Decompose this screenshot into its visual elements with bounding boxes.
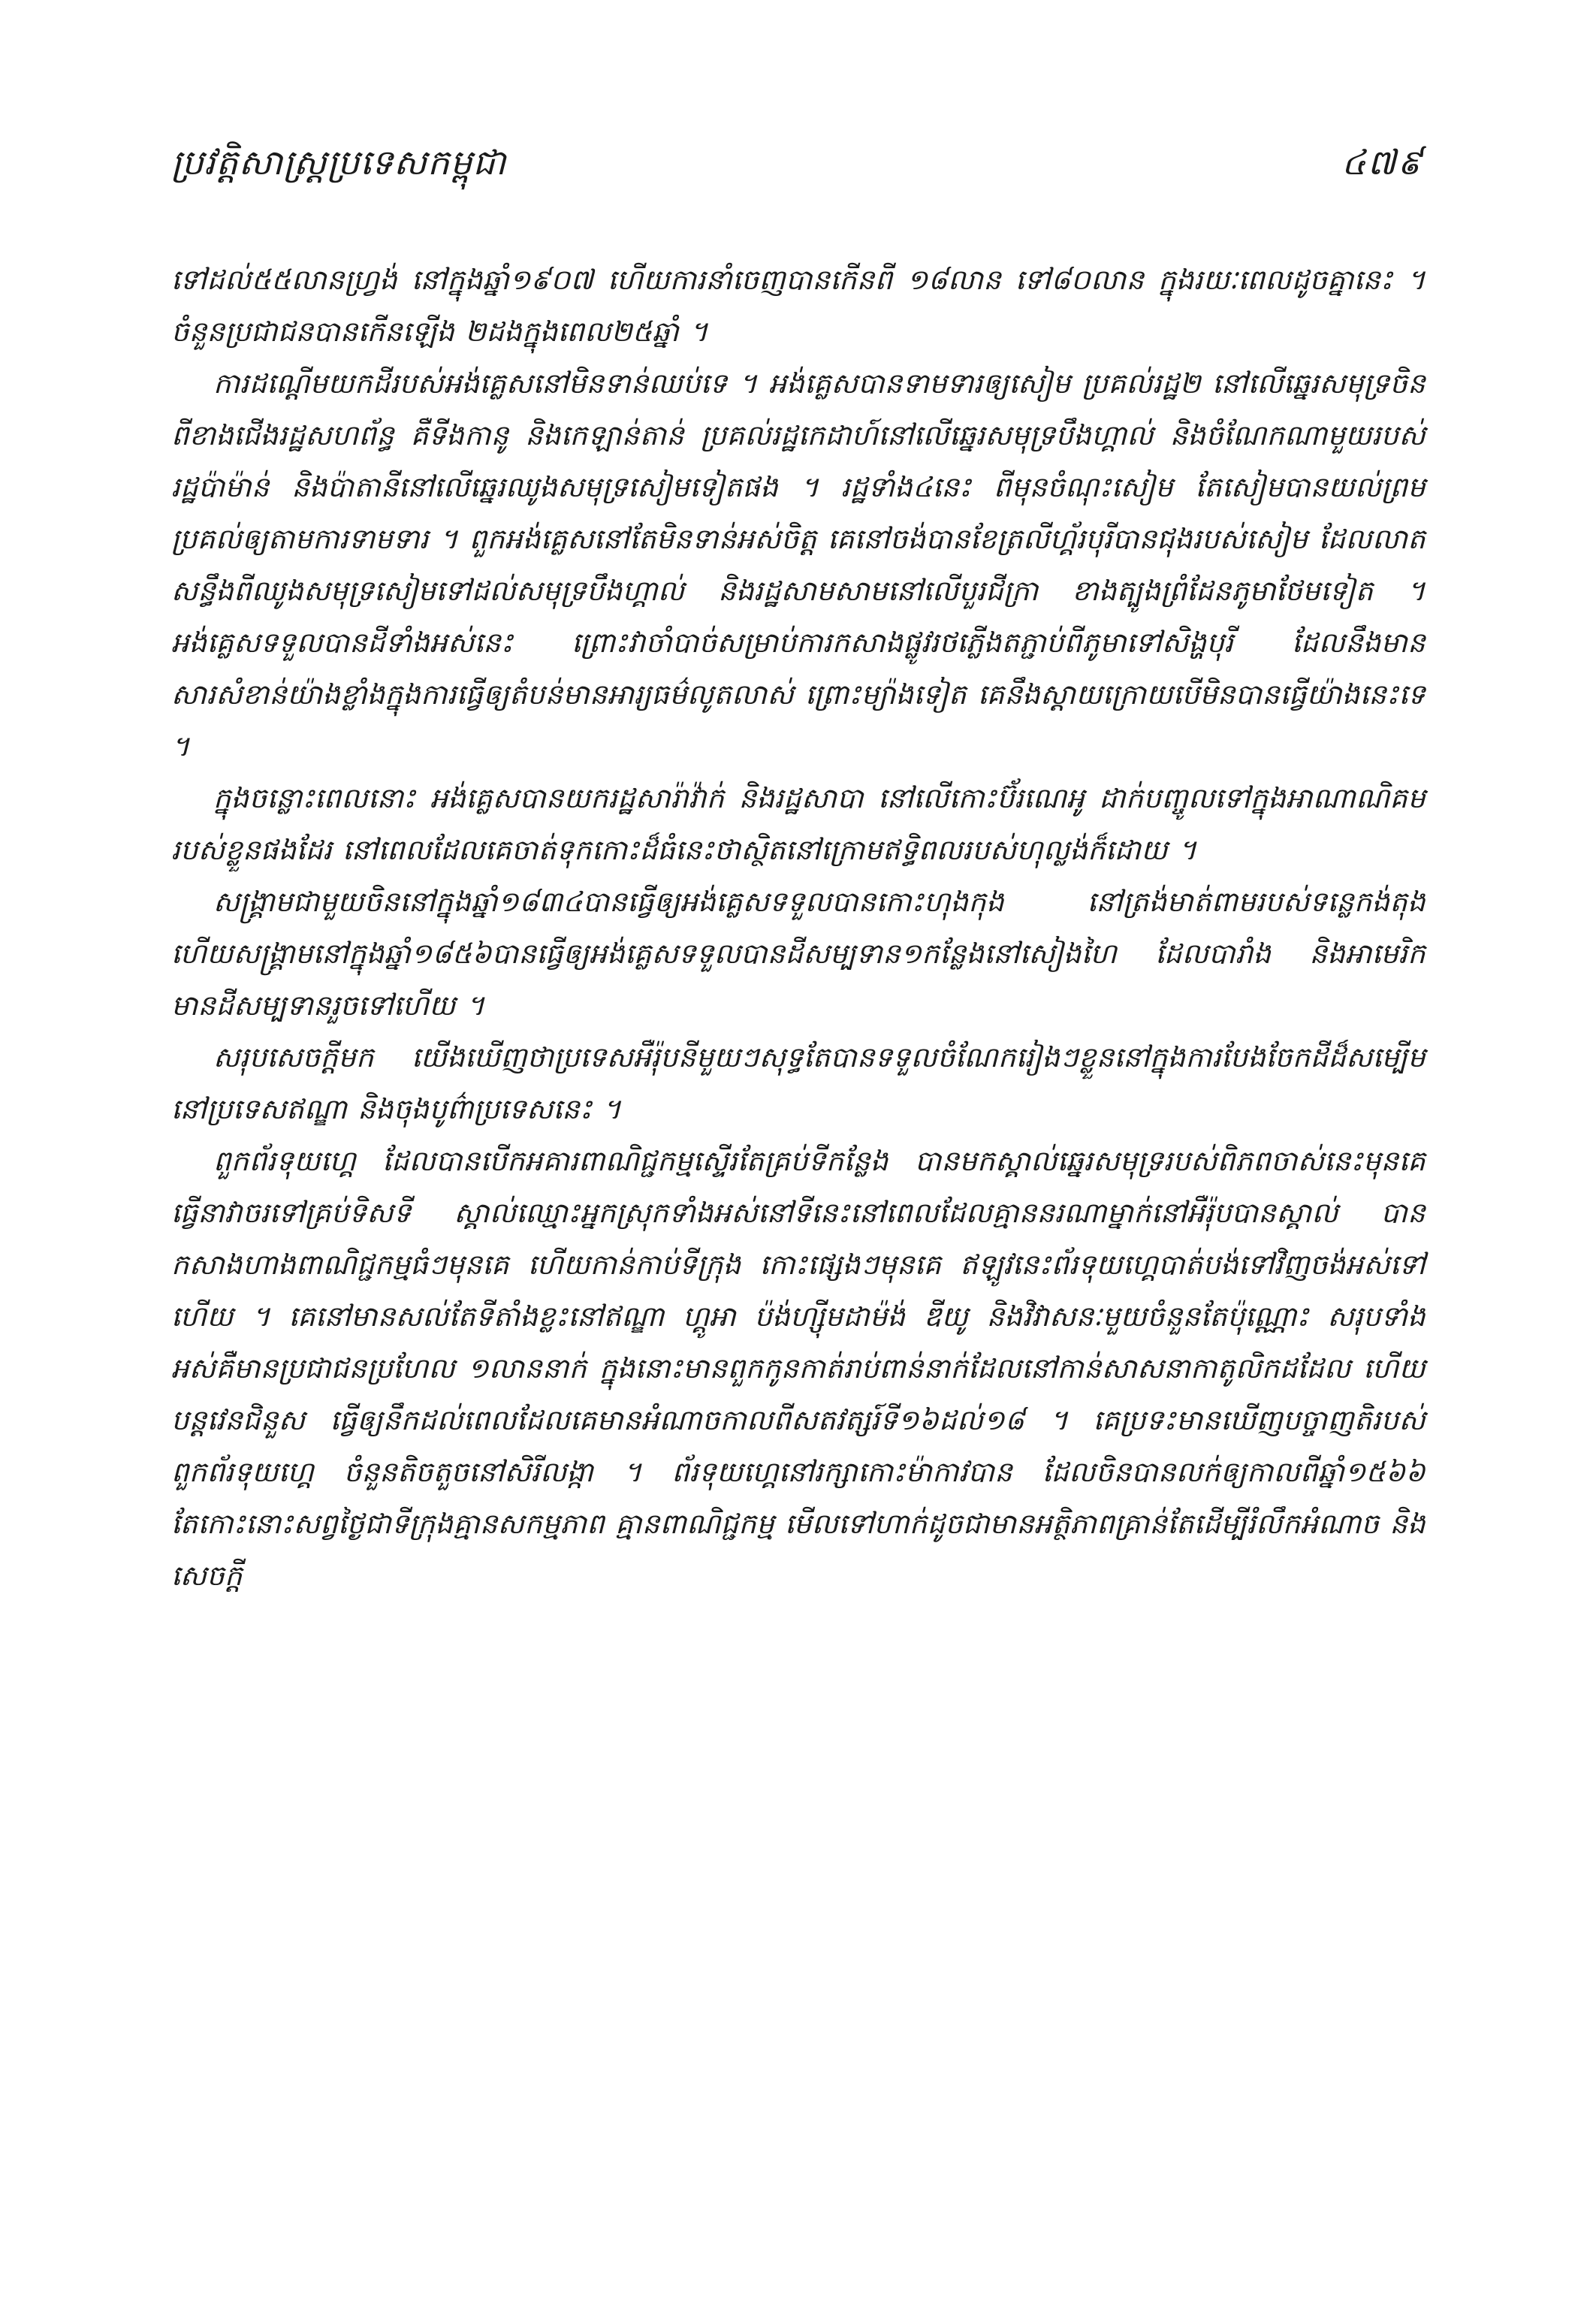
running-header [171,132,1423,200]
book-title: ប្រវត្តិសាស្ត្រប្រទេសកម្ពុជា [171,141,507,183]
paragraph: ក្នុងចន្លោះពេលនោះ អង់គ្លេសបានយករដ្ឋសារ៉ាវ៉ាក់ និងរដ្ឋសាបា នៅលើកោះប៊័រណេអូ ដាក់បញ្ចូលទៅក្នុងអាណាណិគមរបស់ខ្លួនផងដែរ នៅពេលដែលគេចាត់ទុកកោះដ៏ធំនេះថាស្ថិតនៅក្រោមឥទ្ធិពលរបស់ហុល្លង់ក៏ដោយ ។ [171,782,1426,866]
paragraph: សង្គ្រាមជាមួយចិននៅក្នុងឆ្នាំ១៨៣៤បានធ្វើឲ្យអង់គ្លេសទទួលបានកោះហុងកុង នៅត្រង់មាត់ពាមរបស់ទន្លេកង់តុង ហើយសង្គ្រាមនៅក្នុងឆ្នាំ១៨៥៦បានធ្វើឲ្យអង់គ្លេសទទួលបានដីសម្បទាន១កន្លែងនៅសៀងហៃ ដែលបារាំង និងអាមេរិកមានដីសម្បទានរួចទៅហើយ ។ [171,886,1426,1022]
paragraph: ការដណ្តើមយកដីរបស់អង់គ្លេសនៅមិនទាន់ឈប់ទេ ។ អង់គ្លេសបានទាមទារឲ្យសៀម ប្រគល់រដ្ឋ២ នៅលើឆ្នេរសមុទ្រចិន ពីខាងជើងរដ្ឋសហព័ន្ធ គឺទីងកានូ និងកេឡាន់តាន់ ប្រគល់រដ្ឋកេដាហ៍នៅលើឆ្នេរសមុទ្របឹងហ្គាល់ និងចំណែកណាមួយរបស់រដ្ឋប៉ាម៉ាន់ និងប៉ាតានីនៅលើឆ្នេរឈូងសមុទ្រសៀមទៀតផង ។ រដ្ឋទាំង៤នេះ ពីមុនចំណុះសៀម តែសៀមបានយល់ព្រមប្រគល់ឲ្យតាមការទាមទារ ។ ពួកអង់គ្លេសនៅតែមិនទាន់អស់ចិត្ត គេនៅចង់បានខែត្រលីហ្គ័របុរីបានជុងរបស់សៀម ដែលលាតសន្ធឹងពីឈូងសមុទ្រសៀមទៅដល់សមុទ្របឹងហ្គាល់ និងរដ្ឋសាមសាមនៅលើបួរជីក្រា ខាងត្បូងព្រំដែនភូមាថែមទៀត ។ អង់គ្លេសទទួលបានដីទាំងអស់នេះ ព្រោះវាចាំបាច់សម្រាប់ការកសាងផ្លូវរថភ្លើងតភ្ជាប់ពីភូមាទៅសិង្ហបុរី ដែលនឹងមានសារសំខាន់យ៉ាងខ្លាំងក្នុងការធ្វើឲ្យតំបន់មានអារ្យធម៌លូតលាស់ ព្រោះម្យ៉ាងទៀត គេនឹងស្តាយក្រោយបើមិនបានធ្វើយ៉ាងនេះទេ ។ [171,367,1426,762]
body-text [171,254,1426,1602]
paragraph-continued: ទៅដល់៥៥លានហ្វ្រង់ នៅក្នុងឆ្នាំ១៩០៧ ហើយការនាំចេញបានកើនពី ១៨លាន ទៅ៨០លាន ក្នុងរយៈពេលដូចគ្នានេះ ។ ចំនួនប្រជាជនបានកើនឡើង ២ដងក្នុងពេល២៥ឆ្នាំ ។ [171,264,1426,348]
paragraph: ពួកព័រទុយហ្គេ ដែលបានបើកអគារពាណិជ្ជកម្មស្ទើរតែគ្រប់ទីកន្លែង បានមកស្គាល់ឆ្នេរសមុទ្ររបស់ពិភពចាស់នេះមុនគេ ធ្វើនាវាចរទៅគ្រប់ទិសទី ស្គាល់ឈ្មោះអ្នកស្រុកទាំងអស់នៅទីនេះនៅពេលដែលគ្មាននរណាម្នាក់នៅអឺរ៉ុបបានស្គាល់ បានកសាងហាងពាណិជ្ជកម្មធំៗមុនគេ ហើយកាន់កាប់ទីក្រុង កោះផ្សេងៗមុនគេ ឥឡូវនេះព័រទុយហ្គេបាត់បង់ទៅវិញចង់អស់ទៅហើយ ។ គេនៅមានសល់តែទីតាំងខ្លះនៅឥណ្ឌា ហ្គូអា ប៉ង់ហ្ស៊ីមដាម៉ង់ ឌីយូ និងវិវាសនៈមួយចំនួនតែប៉ុណ្ណោះ សរុបទាំងអស់គឺមានប្រជាជនប្រហែល ១លាននាក់ ក្នុងនោះមានពួកកូនកាត់រាប់ពាន់នាក់ដែលនៅកាន់សាសនាកាតូលិកដដែល ហើយបន្តវេនជិនួស ធ្វើឲ្យនឹកដល់ពេលដែលគេមានអំណាចកាលពីសតវត្សរ៍ទី១៦ដល់១៨ ។ គេប្រទះមានឃើញបច្ចាញតិរបស់ពួកព័រទុយហ្គេ ចំនួនតិចតួចនៅសិរីលង្កា ។ ព័រទុយហ្គេនៅរក្សាកោះម៉ាកាវបាន ដែលចិនបានលក់ឲ្យកាលពីឆ្នាំ១៥៦៦ តែកោះនោះសព្វថ្ងៃជាទីក្រុងគ្មានសកម្មភាព គ្មានពាណិជ្ជកម្ម មើលទៅហាក់ដូចជាមានអត្ថិភាពគ្រាន់តែដើម្បីរំលឹកអំណាច និងសេចក្តី [171,1145,1426,1592]
paragraph: សរុបសេចក្តីមក យើងឃើញថាប្រទេសអឺរ៉ុបនីមួយៗសុទ្ធតែបានទទួលចំណែករៀងៗខ្លួននៅក្នុងការបែងចែកដីដ៏សម្បើមនៅប្រទេសឥណ្ឌា និងចុងបូព៌ាប្រទេសនេះ ។ [171,1041,1426,1125]
page-number: ៤៧៩ [1341,141,1423,183]
